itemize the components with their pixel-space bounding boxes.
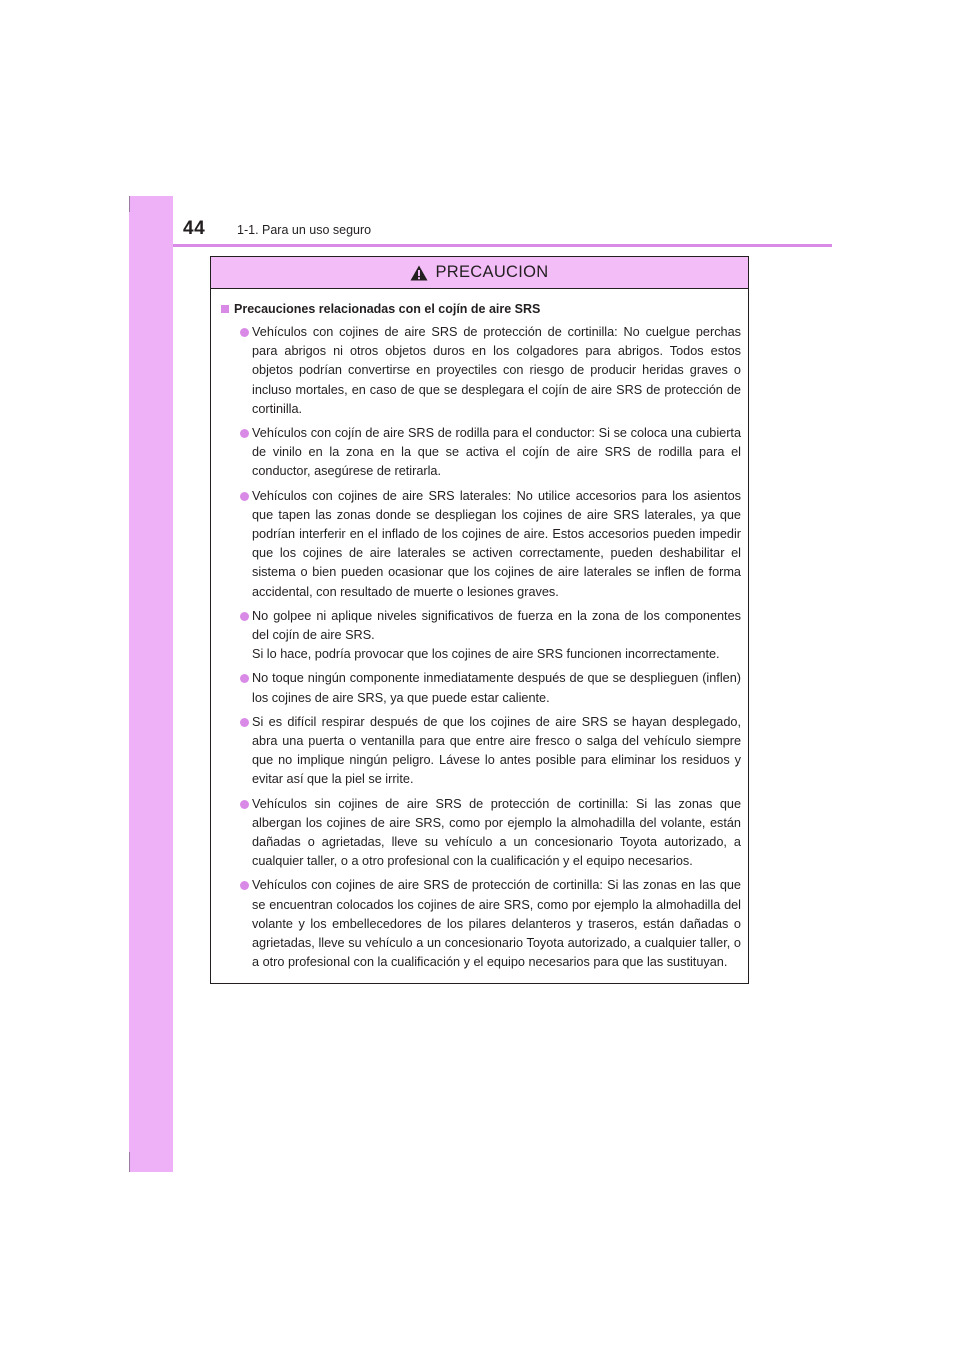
header-rule [173,244,832,247]
caution-header [211,257,748,289]
caution-items [221,323,741,973]
caution-item [221,487,741,602]
caution-item-text: Si lo hace, podría provocar que los cojines de aire SRS funcionen incorrectamente. [252,647,720,662]
caution-body [211,289,748,973]
section-title: 1-1. Para un uso seguro [237,223,372,237]
caution-item [221,713,741,790]
round-bullet-icon [240,881,249,890]
caution-item-text: No golpee ni aplique niveles significativos de fuerza en la zona de los componentes del cojín de aire SRS. [252,608,741,643]
caution-topic-text: Precauciones relacionadas con el cojín de aire SRS [234,302,541,316]
crop-mark-bottom [129,1152,130,1172]
caution-item-text: Vehículos con cojines de aire SRS laterales: No utilice accesorios para los asientos que tapen las zonas donde se despliegan los cojines de aire SRS laterales, ya que podrían interferir en el inflado de los cojines de aire. Estos accesorios pueden impedir que los cojines de aire laterales se activen correctamente, pueden deshabilitar el sistema o bien pueden ocasionar que los cojines de aire laterales se inflen de forma accidental, con resultado de muerte o lesiones graves. [252,488,741,599]
caution-item-text: Vehículos con cojín de aire SRS de rodilla para el conductor: Si se coloca una cubierta de vinilo en la zona en la que se activa el cojín de aire SRS de rodilla para el conductor, asegúrese de retirarla. [252,426,741,479]
page-number: 44 [183,218,206,239]
round-bullet-icon [240,800,249,809]
caution-item [221,607,741,665]
chapter-side-bar [129,196,173,1172]
round-bullet-icon [240,612,249,621]
caution-item [221,795,741,872]
caution-item [221,876,741,972]
caution-item-text: No toque ningún componente inmediatamente después de que se desplieguen (inflen) los cojines de aire SRS, ya que puede estar caliente. [252,671,741,705]
caution-item-text: Si es difícil respirar después de que los cojines de aire SRS se hayan desplegado, abra una puerta o ventanilla para que entre aire fresco o salga del vehículo siempre que no implique ningún peligro. Lávese lo antes posible para eliminar los residuos y evitar así que la piel se irrite. [252,714,741,787]
round-bullet-icon [240,328,249,337]
caution-item-text: Vehículos con cojines de aire SRS de protección de cortinilla: Si las zonas en las que se encuentran colocados los cojines de aire SRS, como por ejemplo la almohadilla del volante y los embellecedores de los pilares delanteros y traseros, están dañadas o agrietadas, lleve su vehículo a un concesionario Toyota autorizado, a cualquier taller, o a otro profesional con la cualificación y el equipo necesarios para que las sustituyan. [252,878,741,970]
round-bullet-icon [240,718,249,727]
caution-item-text: Vehículos sin cojines de aire SRS de protección de cortinilla: Si las zonas que albergan los cojines de aire SRS, como por ejemplo la almohadilla del volante, están dañadas o agrietadas, lleve su vehículo a un concesionario Toyota autorizado, a cualquier taller, o a otro profesional con la cualificación y el equipo necesarios. [252,796,741,869]
caution-item-text: Vehículos con cojines de aire SRS de protección de cortinilla: No cuelgue perchas para abrigos ni otros objetos duros en los colgadores para abrigos. Todos estos objetos podrían convertirse en proyectiles con riesgo de producir heridas graves o incluso mortales, en caso de que se desplegara el cojín de aire SRS de protección de cortinilla. [252,325,741,416]
caution-item [221,669,741,707]
square-bullet-icon [221,305,229,313]
caution-title: PRECAUCION [435,263,549,281]
caution-topic [221,302,741,316]
caution-item [221,323,741,419]
warning-triangle-icon [410,265,428,281]
crop-mark-top [129,196,130,212]
round-bullet-icon [240,429,249,438]
round-bullet-icon [240,674,249,683]
round-bullet-icon [240,492,249,501]
caution-item [221,424,741,482]
caution-box [210,256,749,984]
